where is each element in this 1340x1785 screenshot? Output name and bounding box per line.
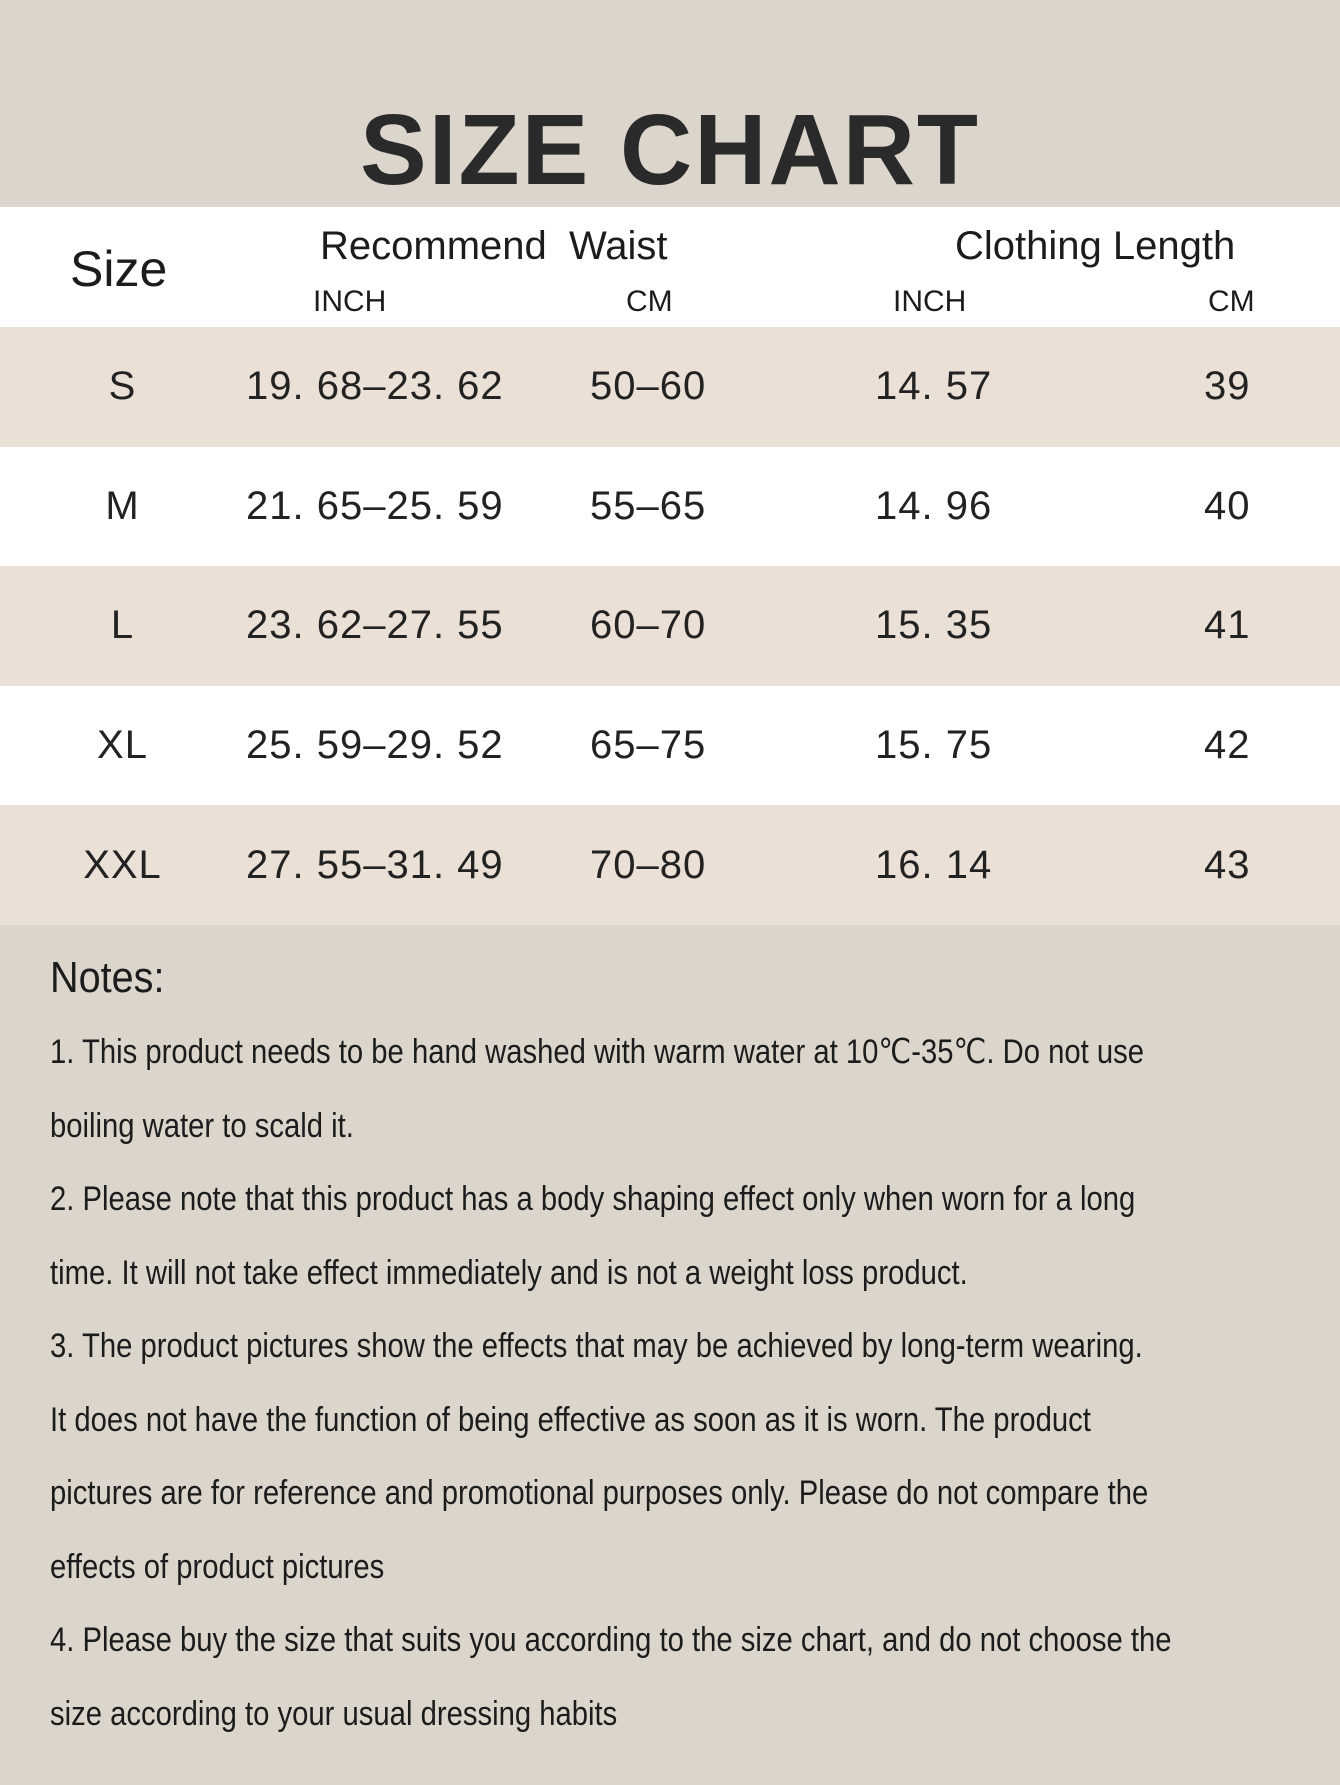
size-cell: XXL [83,842,162,887]
size-table [0,207,1340,925]
note-line: pictures are for reference and promotional purposes only. Please do not compare the [50,1474,1149,1512]
waist-cm-cell: 60–70 [590,603,707,648]
waist-inch-cell: 19. 68–23. 62 [246,364,504,409]
length-inch-cell: 16. 14 [875,842,993,887]
waist-inch-cell: 21. 65–25. 59 [246,483,504,528]
size-column-header: Size [70,241,168,297]
note-line: 3. The product pictures show the effects that may be achieved by long-term wearing. [50,1327,1143,1365]
waist-inch-cell: 27. 55–31. 49 [246,842,504,887]
note-line: effects of product pictures [50,1547,385,1586]
waist-inch-cell: 23. 62–27. 55 [246,603,504,648]
waist-inch-header: INCH [313,285,387,318]
waist-group-header: Recommend Waist [320,224,668,268]
length-cm-cell: 42 [1204,723,1251,768]
size-cell: S [108,364,137,409]
length-inch-cell: 15. 75 [875,723,993,768]
table-row [0,686,1340,806]
waist-cm-cell: 50–60 [590,364,707,409]
size-cell: M [105,483,140,528]
note-line: boiling water to scald it. [50,1106,354,1145]
notes-title: Notes: [50,953,165,1002]
length-cm-cell: 40 [1204,483,1251,528]
note-line: size according to your usual dressing habits [50,1694,618,1733]
notes-section [50,948,1300,1751]
length-cm-cell: 43 [1204,842,1251,887]
note-line: time. It will not take effect immediately and is not a weight loss product. [50,1253,968,1292]
waist-cm-cell: 55–65 [590,483,707,528]
table-row [0,566,1340,686]
table-header [0,207,1340,327]
waist-inch-cell: 25. 59–29. 52 [246,723,504,768]
note-line: It does not have the function of being effective as soon as it is worn. The product [50,1400,1091,1439]
size-cell: L [110,603,135,648]
length-inch-header: INCH [893,285,967,318]
length-group-header: Clothing Length [955,224,1236,268]
length-inch-cell: 15. 35 [875,603,993,648]
length-cm-header: CM [1208,285,1255,318]
waist-cm-header: CM [626,285,673,318]
length-inch-cell: 14. 57 [875,364,993,409]
waist-cm-cell: 65–75 [590,723,707,768]
size-cell: XL [97,723,148,768]
table-row [0,447,1340,567]
length-cm-cell: 39 [1204,364,1251,409]
note-line: 2. Please note that this product has a body shaping effect only when worn for a long [50,1180,1136,1218]
waist-cm-cell: 70–80 [590,842,707,887]
length-cm-cell: 41 [1204,603,1251,648]
table-row [0,327,1340,447]
note-line: 4. Please buy the size that suits you according to the size chart, and do not choose the [50,1621,1172,1659]
table-row [0,805,1340,925]
length-inch-cell: 14. 96 [875,483,993,528]
note-line: 1. This product needs to be hand washed with warm water at 10℃-35℃. Do not use [50,1033,1145,1071]
page-title: SIZE CHART [360,94,980,206]
